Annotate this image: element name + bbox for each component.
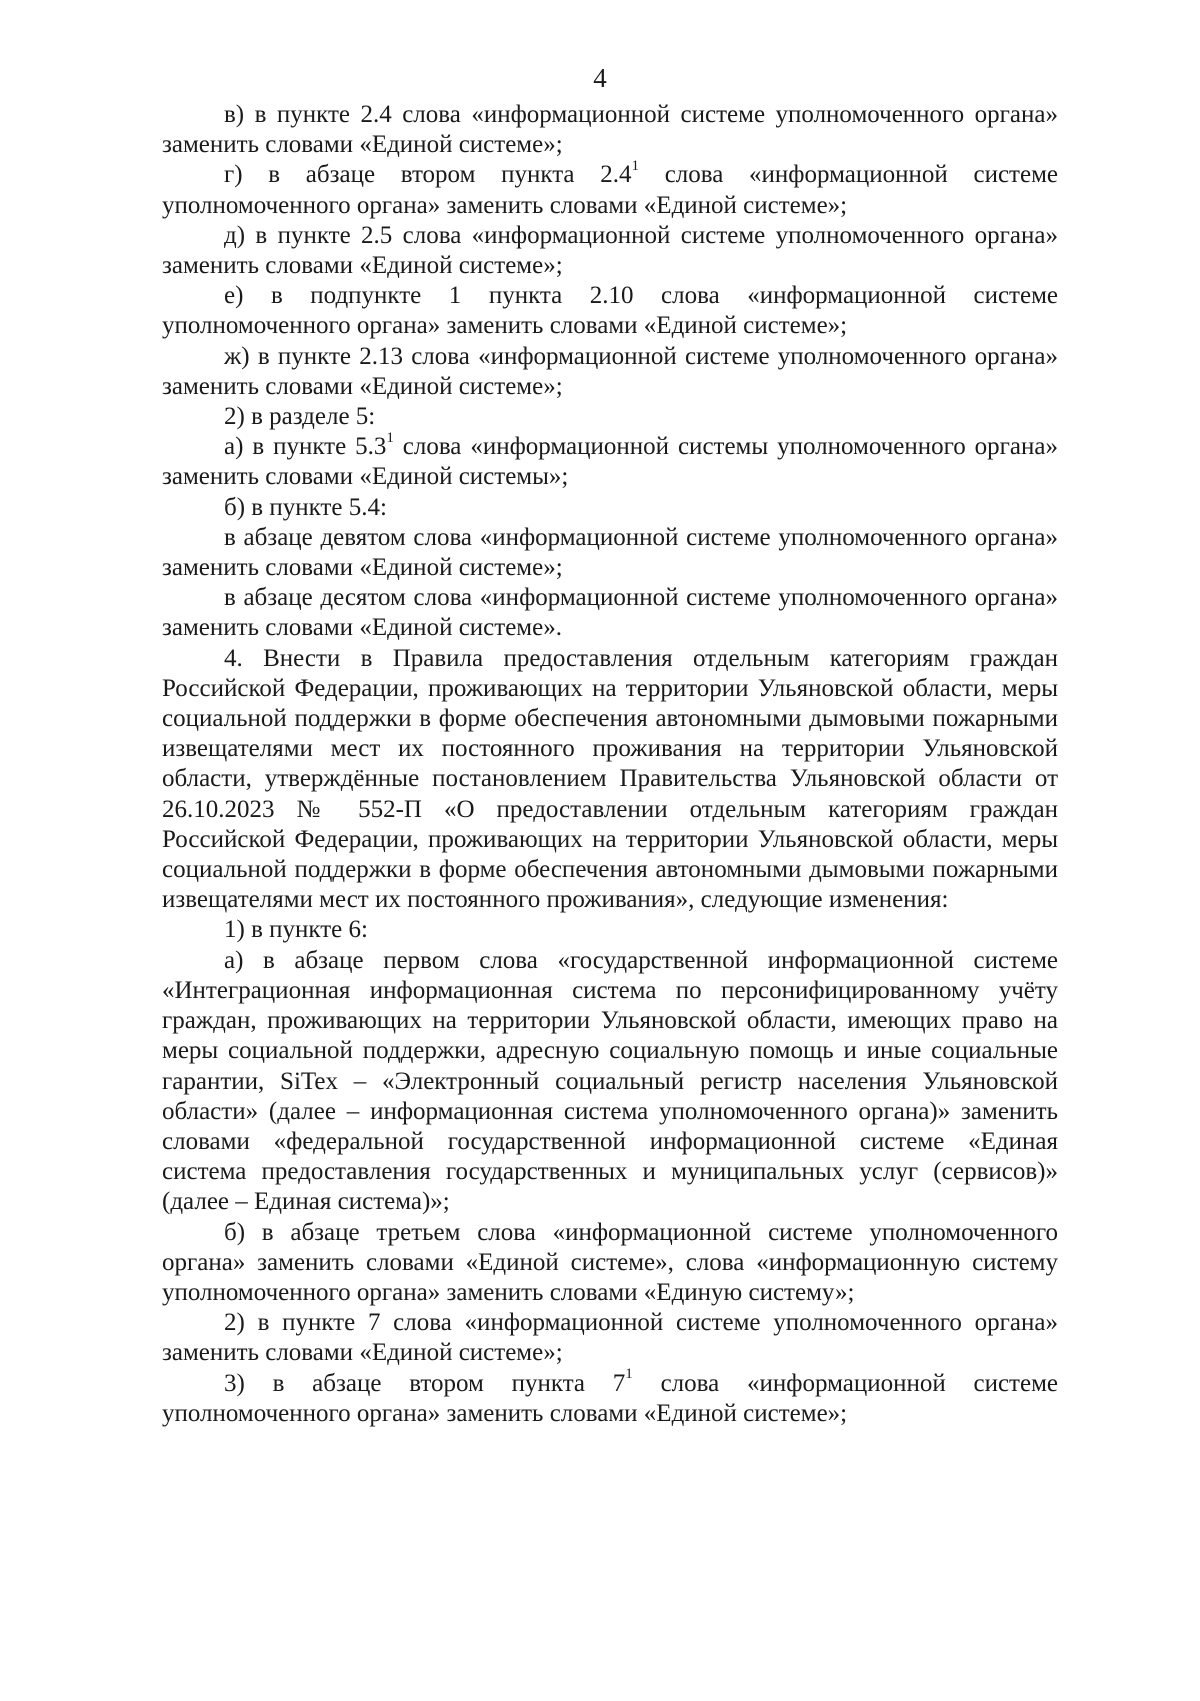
paragraph: е) в подпункте 1 пункта 2.10 слова «информационной системе уполномоченного органа» заменить словами «Единой системе»; (162, 282, 1058, 340)
superscript: 1 (631, 158, 639, 175)
paragraph (162, 429, 1058, 492)
paragraph: б) в пункте 5.4: (224, 493, 387, 521)
paragraph (162, 1366, 1058, 1429)
paragraph-text: слова «информационной системе уполномоченного органа» заменить словами «Единой системе»; (162, 161, 1058, 219)
paragraph: б) в абзаце третьем слова «информационной системе уполномоченного органа» заменить словами «Единой системе», слова «информационную систему уполномоченного органа» заменить словами «Единую систему»; (162, 1218, 1058, 1306)
page-number: 4 (593, 63, 607, 93)
document-body (162, 100, 1058, 1429)
paragraph (162, 160, 1058, 220)
paragraph: в абзаце десятом слова «информационной системе уполномоченного органа» заменить словами «Единой системе». (162, 584, 1058, 642)
paragraph: 2) в пункте 7 слова «информационной системе уполномоченного органа» заменить словами «Единой системе»; (162, 1309, 1058, 1367)
paragraph-text: слова «информационной системе уполномоченного органа» заменить словами «Единой системе»; (162, 1369, 1058, 1427)
paragraph: 2) в разделе 5: (224, 403, 376, 431)
paragraph: д) в пункте 2.5 слова «информационной системе уполномоченного органа» заменить словами «Единой системе»; (162, 221, 1058, 280)
superscript: 1 (386, 429, 394, 446)
paragraph-text: слова «информационной системы уполномоченного органа» заменить словами «Единой системы»; (162, 433, 1058, 491)
paragraph-text: г) в абзаце втором пункта 2.4 (224, 161, 632, 189)
paragraph-text: 3) в абзаце втором пункта 7 (224, 1369, 626, 1397)
paragraph: в) в пункте 2.4 слова «информационной системе уполномоченного органа» заменить словами «Единой системе»; (162, 101, 1058, 159)
paragraph: 4. Внести в Правила предоставления отдельным категориям граждан Российской Федерации, проживающих на территории Ульяновской области, меры социальной поддержки в форме обеспечения автономными дымовыми пожарными извещателями мест их постоянного проживания на территории Ульяновской области, утверждённые постановлением Правительства Ульяновской области от 26.10.2023 № 552-П «О предоставлении отдельным категориям граждан Российской Федерации, проживающих на территории Ульяновской области, меры социальной поддержки в форме обеспечения автономными дымовыми пожарными извещателями мест их постоянного проживания», следующие изменения: (162, 644, 1058, 914)
paragraph: а) в абзаце первом слова «государственной информационной системе «Интеграционная информационная система по персонифицированному учёту граждан, проживающих на территории Ульяновской области, имеющих право на меры социальной поддержки, адресную социальную помощь и иные социальные гарантии, SiTex – «Электронный социальный регистр населения Ульяновской области» (далее – информационная система уполномоченного органа)» заменить словами «федеральной государственной информационной системе «Единая система предоставления государственных и муниципальных услуг (сервисов)» (далее – Единая система)»; (162, 946, 1058, 1216)
paragraph: в абзаце девятом слова «информационной системе уполномоченного органа» заменить словами «Единой системе»; (162, 523, 1058, 582)
paragraph: 1) в пункте 6: (224, 916, 368, 944)
paragraph: ж) в пункте 2.13 слова «информационной системе уполномоченного органа» заменить словами «Единой системе»; (162, 342, 1058, 400)
paragraph-text: а) в пункте 5.3 (224, 433, 387, 461)
superscript: 1 (625, 1366, 633, 1383)
